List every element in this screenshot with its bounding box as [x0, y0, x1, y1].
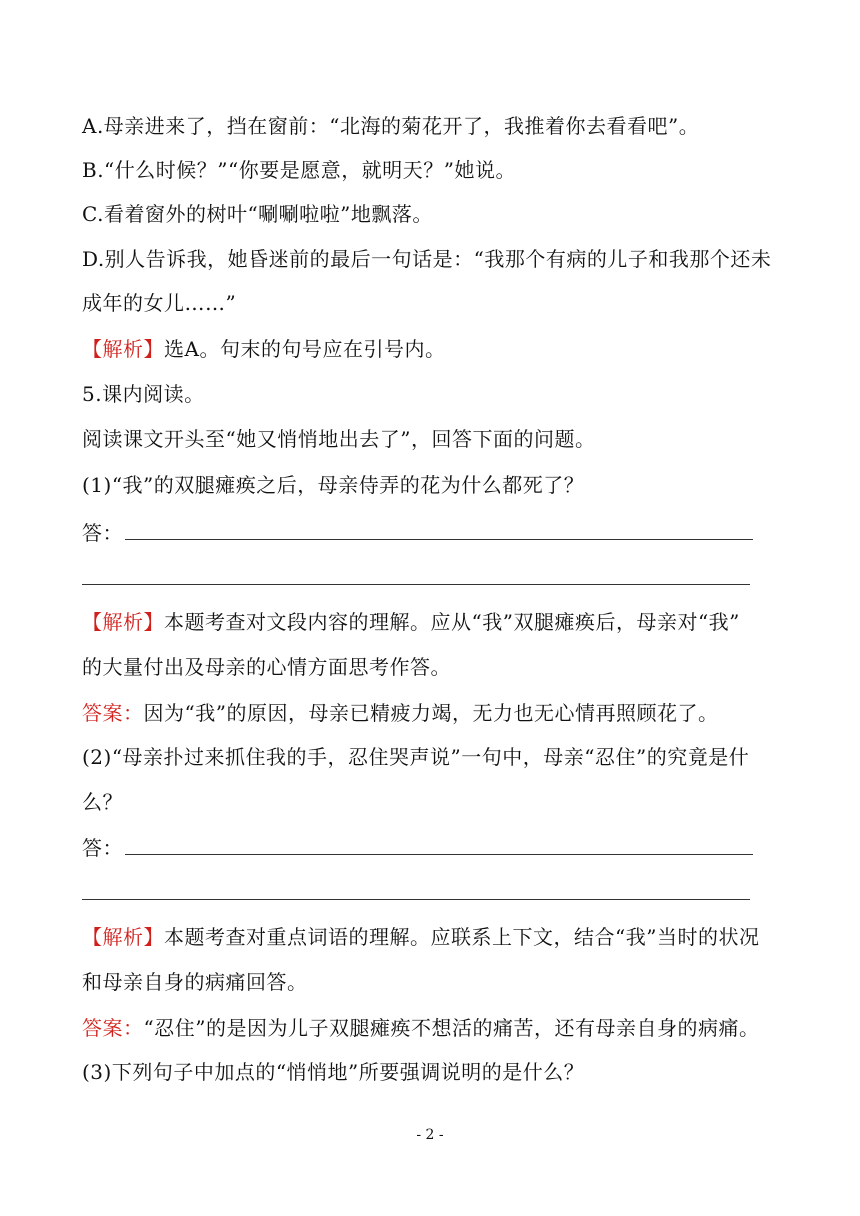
- analysis-2: [82, 610, 740, 634]
- analysis-text: 选A。句末的句号应在引号内。: [164, 337, 446, 361]
- analysis-text: 本题考查对重点词语的理解。应联系上下文，结合“我”当时的状况: [164, 925, 760, 949]
- question-5-1: (1)“我”的双腿瘫痪之后，母亲侍弄的花为什么都死了？: [82, 473, 585, 497]
- answer-key-tag: 答案：: [82, 701, 144, 725]
- answer-key-tag: 答案：: [82, 1016, 144, 1040]
- question-5-2: (2)“母亲扑过来抓住我的手，忍住哭声说”一句中，母亲“忍住”的究竟是什: [82, 745, 750, 769]
- answer-key-text: 因为“我”的原因，母亲已精疲力竭，无力也无心情再照顾花了。: [143, 701, 719, 725]
- analysis-3: [82, 925, 759, 949]
- answer-label: 答：: [82, 521, 123, 545]
- analysis-tag: 【解析】: [82, 337, 164, 361]
- option-c: C.看着窗外的树叶“唰唰啦啦”地飘落。: [82, 202, 433, 226]
- option-d-cont: 成年的女儿……”: [82, 291, 237, 315]
- option-a: A.母亲进来了，挡在窗前：“北海的菊花开了，我推着你去看看吧”。: [82, 114, 700, 138]
- answer-key-2: [82, 1016, 759, 1040]
- option-d: D.别人告诉我，她昏迷前的最后一句话是：“我那个有病的儿子和我那个还未: [82, 247, 772, 271]
- answer-key-text: “忍住”的是因为儿子双腿瘫痪不想活的痛苦，还有母亲自身的病痛。: [143, 1016, 760, 1040]
- question-5-title: 5.课内阅读。: [82, 382, 205, 406]
- analysis-tag: 【解析】: [82, 610, 164, 634]
- answer-line-2: [82, 836, 753, 860]
- answer-rule[interactable]: [82, 899, 750, 900]
- answer-key-1: [82, 701, 718, 725]
- question-5-instruction: 阅读课文开头至“她又悄悄地出去了”，回答下面的问题。: [82, 427, 596, 451]
- answer-blank[interactable]: [125, 523, 753, 540]
- analysis-2-cont: 的大量付出及母亲的心情方面思考作答。: [82, 655, 451, 679]
- answer-blank[interactable]: [125, 838, 753, 855]
- analysis-1: [82, 337, 445, 361]
- analysis-text: 本题考查对文段内容的理解。应从“我”双腿瘫痪后，母亲对“我”: [164, 610, 740, 634]
- option-b: B.“什么时候？”“你要是愿意，就明天？”她说。: [82, 158, 516, 182]
- question-5-2-cont: 么？: [82, 790, 123, 814]
- answer-label: 答：: [82, 836, 123, 860]
- analysis-tag: 【解析】: [82, 925, 164, 949]
- answer-rule[interactable]: [82, 584, 750, 585]
- analysis-3-cont: 和母亲自身的病痛回答。: [82, 970, 308, 994]
- answer-line-1: [82, 521, 753, 545]
- page-number: - 2 -: [416, 1127, 444, 1143]
- question-5-3: (3)下列句子中加点的“悄悄地”所要强调说明的是什么？: [82, 1060, 585, 1084]
